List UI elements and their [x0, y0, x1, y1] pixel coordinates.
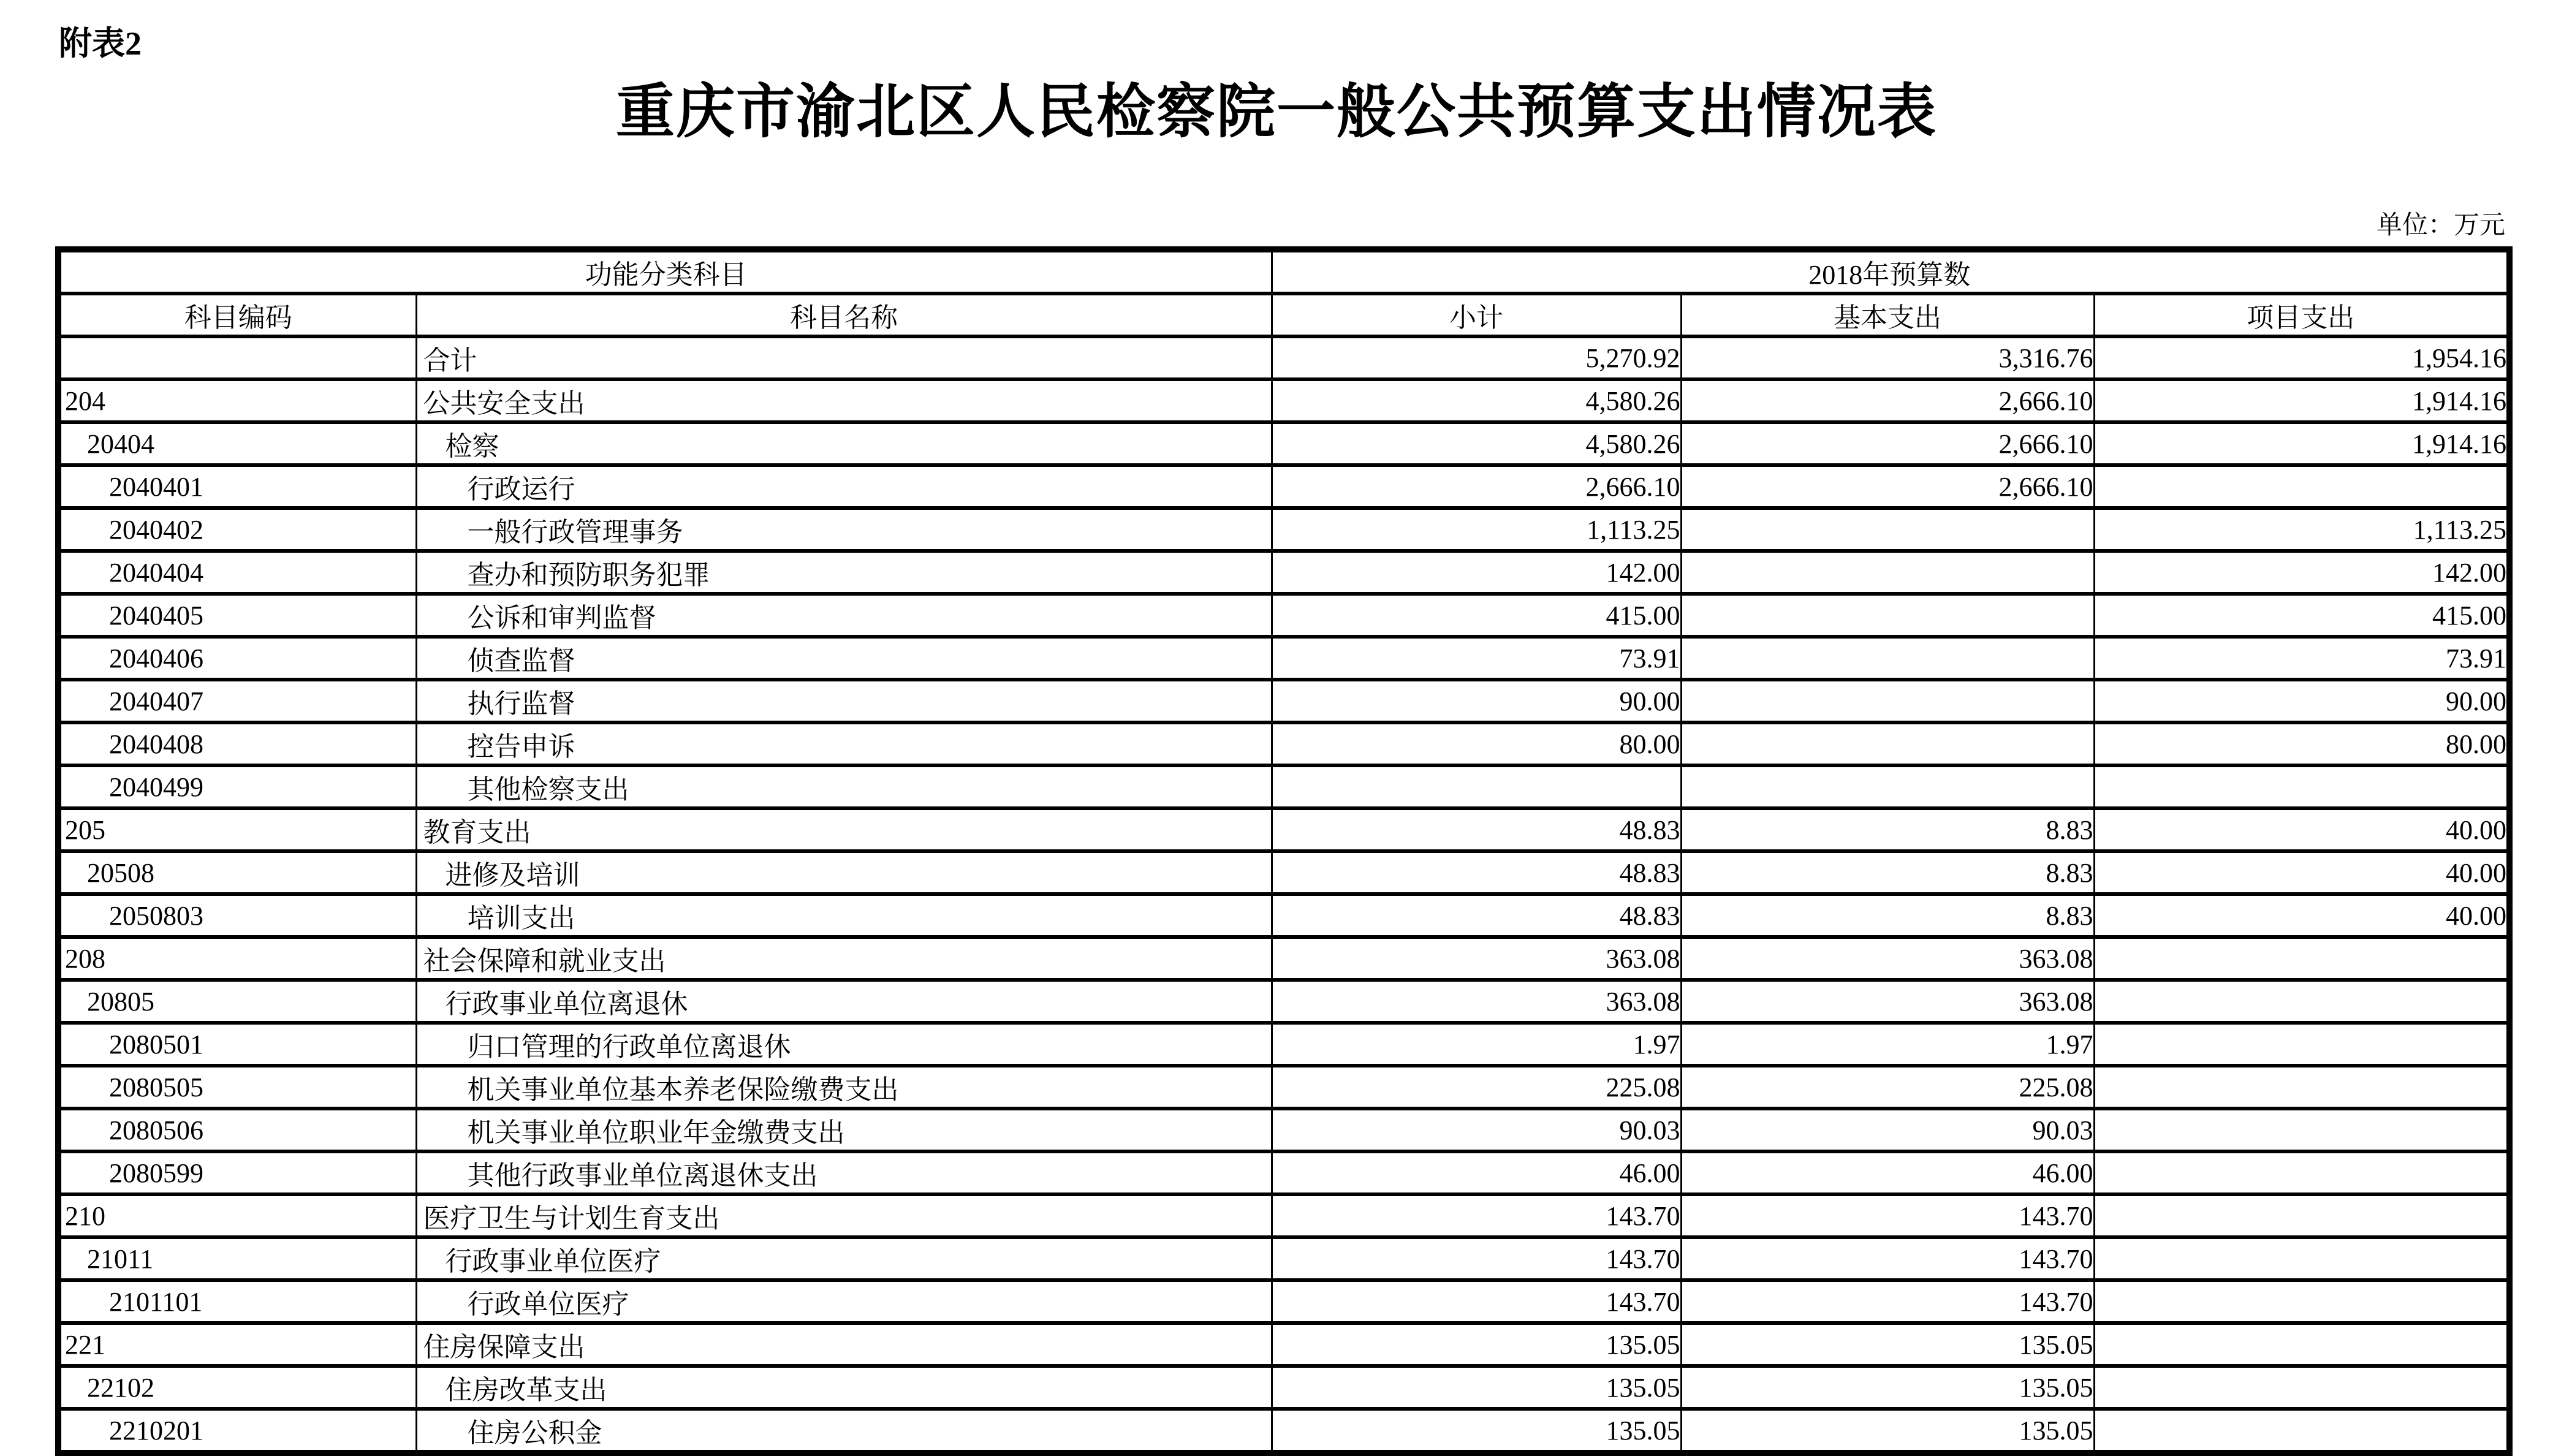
basic-expenditure-cell	[1681, 637, 2094, 680]
subject-name-cell: 侦查监督	[416, 637, 1272, 680]
basic-expenditure-cell	[1681, 680, 2094, 722]
basic-expenditure-cell: 143.70	[1681, 1194, 2094, 1237]
table-row	[58, 851, 2509, 894]
basic-expenditure-cell: 363.08	[1681, 937, 2094, 980]
subject-code-cell: 2040404	[58, 551, 416, 594]
subtotal-cell: 143.70	[1272, 1280, 1681, 1323]
table-row	[58, 422, 2509, 465]
basic-expenditure-cell	[1681, 551, 2094, 594]
subtotal-cell: 4,580.26	[1272, 422, 1681, 465]
subtotal-cell: 90.00	[1272, 680, 1681, 722]
project-expenditure-cell: 1,914.16	[2094, 379, 2509, 422]
subtotal-cell: 80.00	[1272, 722, 1681, 765]
project-expenditure-cell	[2094, 1366, 2509, 1409]
basic-expenditure-cell	[1681, 722, 2094, 765]
table-row	[58, 1151, 2509, 1194]
subject-name-cell: 行政运行	[416, 465, 1272, 508]
subject-code-cell: 2040499	[58, 765, 416, 808]
project-expenditure-cell	[2094, 1066, 2509, 1109]
subject-code-cell: 2040408	[58, 722, 416, 765]
project-expenditure-cell	[2094, 1023, 2509, 1066]
subtotal-cell: 415.00	[1272, 594, 1681, 637]
subject-code-cell: 2040406	[58, 637, 416, 680]
subtotal-cell: 4,580.26	[1272, 379, 1681, 422]
subtotal-cell: 135.05	[1272, 1409, 1681, 1453]
table-row	[58, 551, 2509, 594]
table-header-columns-row	[58, 294, 2509, 336]
subject-code-cell: 2080505	[58, 1066, 416, 1109]
subject-code-cell: 2080506	[58, 1109, 416, 1151]
table-row	[58, 680, 2509, 722]
project-expenditure-cell	[2094, 1194, 2509, 1237]
basic-expenditure-cell: 135.05	[1681, 1366, 2094, 1409]
subject-code-cell: 2210201	[58, 1409, 416, 1453]
table-row	[58, 1366, 2509, 1409]
basic-expenditure-cell: 2,666.10	[1681, 379, 2094, 422]
subject-name-cell: 机关事业单位职业年金缴费支出	[416, 1109, 1272, 1151]
project-expenditure-cell	[2094, 1109, 2509, 1151]
subject-code-cell: 2050803	[58, 894, 416, 937]
subject-name-cell: 一般行政管理事务	[416, 508, 1272, 551]
table-row	[58, 594, 2509, 637]
basic-expenditure-cell: 2,666.10	[1681, 465, 2094, 508]
subject-name-cell: 行政事业单位离退休	[416, 980, 1272, 1023]
subject-name-cell: 行政事业单位医疗	[416, 1237, 1272, 1280]
basic-expenditure-cell	[1681, 594, 2094, 637]
project-expenditure-cell	[2094, 1237, 2509, 1280]
header-col-basic-expenditure: 基本支出	[1681, 294, 2094, 336]
subject-name-cell: 住房保障支出	[416, 1323, 1272, 1366]
table-row	[58, 336, 2509, 379]
table-row	[58, 1323, 2509, 1366]
project-expenditure-cell: 40.00	[2094, 894, 2509, 937]
subject-name-cell: 住房公积金	[416, 1409, 1272, 1453]
subtotal-cell: 363.08	[1272, 980, 1681, 1023]
header-col-subject-name: 科目名称	[416, 294, 1272, 336]
subject-name-cell: 控告申诉	[416, 722, 1272, 765]
subject-name-cell: 住房改革支出	[416, 1366, 1272, 1409]
subtotal-cell: 143.70	[1272, 1237, 1681, 1280]
subject-code-cell: 21011	[58, 1237, 416, 1280]
subtotal-cell: 73.91	[1272, 637, 1681, 680]
table-row	[58, 1194, 2509, 1237]
subject-code-cell: 221	[58, 1323, 416, 1366]
subject-name-cell: 培训支出	[416, 894, 1272, 937]
project-expenditure-cell	[2094, 765, 2509, 808]
table-row	[58, 1409, 2509, 1453]
project-expenditure-cell	[2094, 1409, 2509, 1453]
basic-expenditure-cell	[1681, 508, 2094, 551]
basic-expenditure-cell: 143.70	[1681, 1280, 2094, 1323]
subject-code-cell: 20404	[58, 422, 416, 465]
basic-expenditure-cell: 225.08	[1681, 1066, 2094, 1109]
page-title: 重庆市渝北区人民检察院一般公共预算支出情况表	[616, 79, 1937, 145]
basic-expenditure-cell: 46.00	[1681, 1151, 2094, 1194]
table-row	[58, 1237, 2509, 1280]
basic-expenditure-cell	[1681, 765, 2094, 808]
subtotal-cell: 48.83	[1272, 808, 1681, 851]
subject-code-cell: 204	[58, 379, 416, 422]
subtotal-cell: 1,113.25	[1272, 508, 1681, 551]
table-row	[58, 637, 2509, 680]
subject-name-cell: 医疗卫生与计划生育支出	[416, 1194, 1272, 1237]
header-col-project-expenditure: 项目支出	[2094, 294, 2509, 336]
project-expenditure-cell: 40.00	[2094, 808, 2509, 851]
subject-name-cell: 公诉和审判监督	[416, 594, 1272, 637]
subject-code-cell: 2101101	[58, 1280, 416, 1323]
project-expenditure-cell	[2094, 1151, 2509, 1194]
subject-code-cell: 22102	[58, 1366, 416, 1409]
subtotal-cell: 135.05	[1272, 1366, 1681, 1409]
basic-expenditure-cell: 90.03	[1681, 1109, 2094, 1151]
table-row	[58, 980, 2509, 1023]
subject-code-cell: 208	[58, 937, 416, 980]
subject-name-cell: 机关事业单位基本养老保险缴费支出	[416, 1066, 1272, 1109]
subject-code-cell: 210	[58, 1194, 416, 1237]
subject-name-cell: 查办和预防职务犯罪	[416, 551, 1272, 594]
subject-name-cell: 进修及培训	[416, 851, 1272, 894]
project-expenditure-cell	[2094, 937, 2509, 980]
subject-name-cell: 社会保障和就业支出	[416, 937, 1272, 980]
project-expenditure-cell: 1,914.16	[2094, 422, 2509, 465]
subject-code-cell: 2080501	[58, 1023, 416, 1066]
project-expenditure-cell: 40.00	[2094, 851, 2509, 894]
project-expenditure-cell: 415.00	[2094, 594, 2509, 637]
project-expenditure-cell	[2094, 465, 2509, 508]
subject-name-cell: 公共安全支出	[416, 379, 1272, 422]
table-row	[58, 379, 2509, 422]
subtotal-cell: 46.00	[1272, 1151, 1681, 1194]
subtotal-cell: 5,270.92	[1272, 336, 1681, 379]
project-expenditure-cell	[2094, 1280, 2509, 1323]
basic-expenditure-cell: 363.08	[1681, 980, 2094, 1023]
header-col-subtotal: 小计	[1272, 294, 1681, 336]
budget-table	[55, 246, 2513, 1456]
subject-code-cell	[58, 336, 416, 379]
subject-code-cell: 205	[58, 808, 416, 851]
table-header	[58, 249, 2509, 336]
project-expenditure-cell: 80.00	[2094, 722, 2509, 765]
table-header-group-row	[58, 249, 2509, 294]
subject-name-cell: 其他检察支出	[416, 765, 1272, 808]
attachment-table-label: 附表2	[59, 25, 142, 62]
table-row	[58, 1109, 2509, 1151]
subject-code-cell: 2040407	[58, 680, 416, 722]
table-row	[58, 937, 2509, 980]
subject-name-cell: 教育支出	[416, 808, 1272, 851]
subject-name-cell: 执行监督	[416, 680, 1272, 722]
subject-code-cell: 20508	[58, 851, 416, 894]
subtotal-cell: 135.05	[1272, 1323, 1681, 1366]
table-row	[58, 722, 2509, 765]
subtotal-cell: 90.03	[1272, 1109, 1681, 1151]
project-expenditure-cell	[2094, 1323, 2509, 1366]
basic-expenditure-cell: 3,316.76	[1681, 336, 2094, 379]
subtotal-cell: 142.00	[1272, 551, 1681, 594]
basic-expenditure-cell: 143.70	[1681, 1237, 2094, 1280]
subtotal-cell: 225.08	[1272, 1066, 1681, 1109]
subtotal-cell: 1.97	[1272, 1023, 1681, 1066]
basic-expenditure-cell: 2,666.10	[1681, 422, 2094, 465]
subject-code-cell: 2040405	[58, 594, 416, 637]
project-expenditure-cell: 1,113.25	[2094, 508, 2509, 551]
project-expenditure-cell: 90.00	[2094, 680, 2509, 722]
subtotal-cell: 48.83	[1272, 894, 1681, 937]
table-row	[58, 765, 2509, 808]
basic-expenditure-cell: 8.83	[1681, 851, 2094, 894]
subject-code-cell: 20805	[58, 980, 416, 1023]
subject-code-cell: 2040402	[58, 508, 416, 551]
table-body	[58, 336, 2509, 1453]
project-expenditure-cell	[2094, 980, 2509, 1023]
table-row	[58, 1280, 2509, 1323]
subject-name-cell: 其他行政事业单位离退休支出	[416, 1151, 1272, 1194]
subject-name-cell: 归口管理的行政单位离退休	[416, 1023, 1272, 1066]
subtotal-cell: 363.08	[1272, 937, 1681, 980]
table-row	[58, 1066, 2509, 1109]
table-row	[58, 465, 2509, 508]
subtotal-cell: 48.83	[1272, 851, 1681, 894]
basic-expenditure-cell: 135.05	[1681, 1409, 2094, 1453]
table-row	[58, 508, 2509, 551]
subtotal-cell	[1272, 765, 1681, 808]
subject-name-cell: 行政单位医疗	[416, 1280, 1272, 1323]
basic-expenditure-cell: 8.83	[1681, 894, 2094, 937]
project-expenditure-cell: 1,954.16	[2094, 336, 2509, 379]
project-expenditure-cell: 142.00	[2094, 551, 2509, 594]
basic-expenditure-cell: 1.97	[1681, 1023, 2094, 1066]
subtotal-cell: 2,666.10	[1272, 465, 1681, 508]
table-row	[58, 808, 2509, 851]
header-function-category: 功能分类科目	[58, 249, 1272, 294]
basic-expenditure-cell: 8.83	[1681, 808, 2094, 851]
header-col-subject-code: 科目编码	[58, 294, 416, 336]
subject-name-cell: 合计	[416, 336, 1272, 379]
subtotal-cell: 143.70	[1272, 1194, 1681, 1237]
header-budget-2018: 2018年预算数	[1272, 249, 2509, 294]
subject-code-cell: 2080599	[58, 1151, 416, 1194]
subject-name-cell: 检察	[416, 422, 1272, 465]
subject-code-cell: 2040401	[58, 465, 416, 508]
basic-expenditure-cell: 135.05	[1681, 1323, 2094, 1366]
unit-note: 单位：万元	[2376, 211, 2505, 240]
table-row	[58, 894, 2509, 937]
table-row	[58, 1023, 2509, 1066]
project-expenditure-cell: 73.91	[2094, 637, 2509, 680]
